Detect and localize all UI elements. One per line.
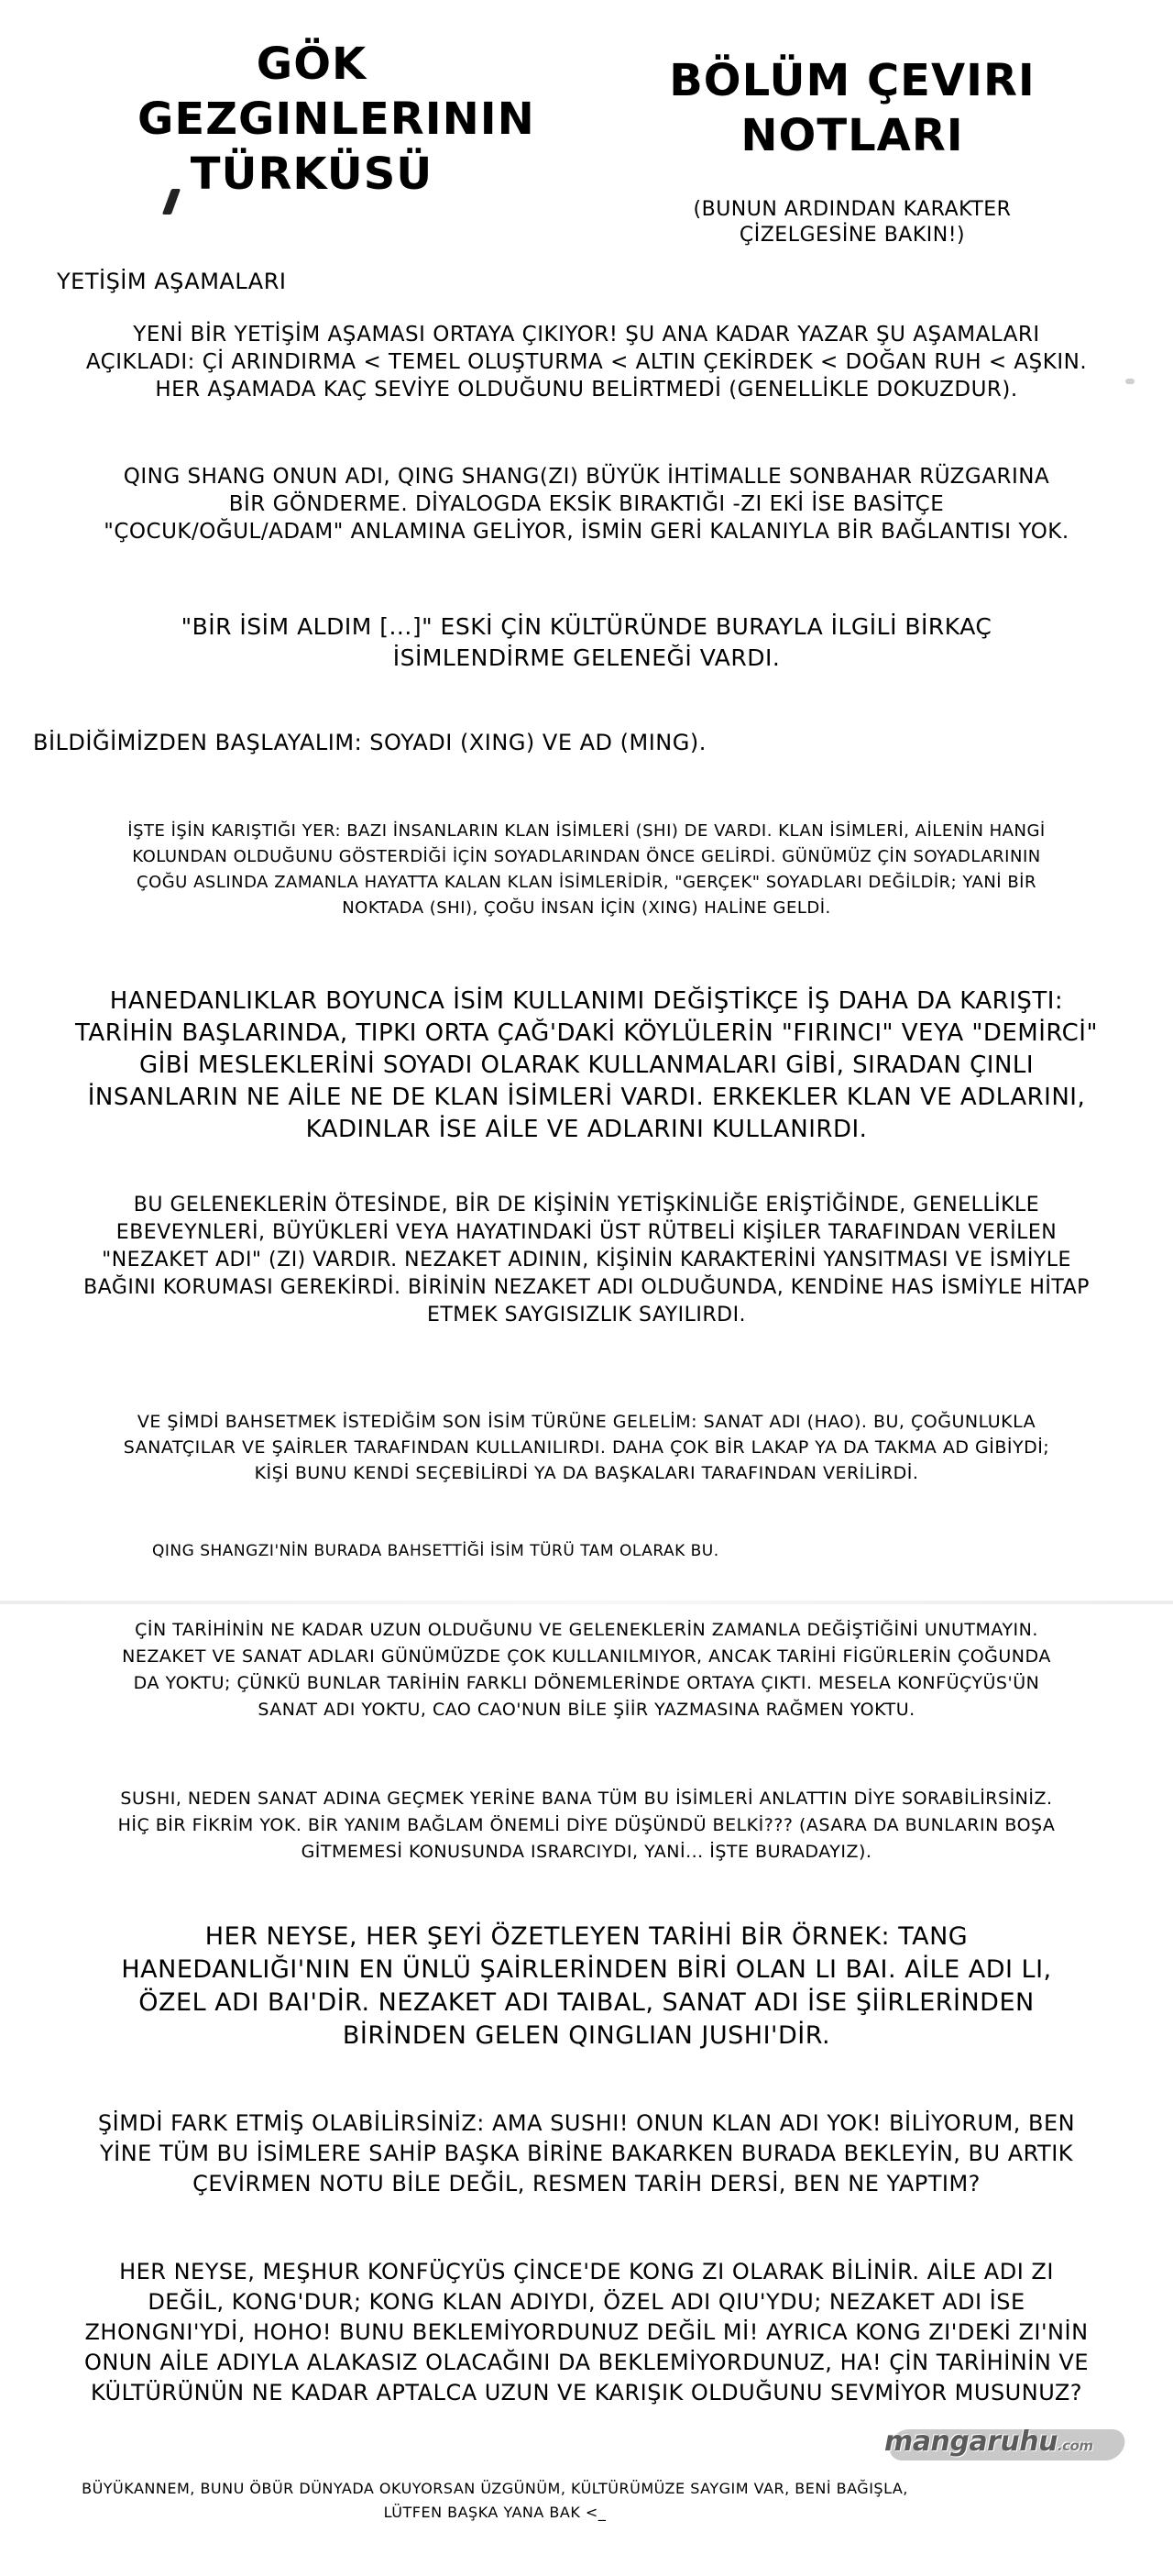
note-line: GİBİ MESLEKLERİNİ SOYADI OLARAK KULLANMALARI GİBİ, SIRADAN ÇINLI: [138, 1051, 1035, 1079]
note-line: DA YOKTU; ÇÜNKÜ BUNLAR TARİHİN FARKLI DÖNEMLERİNDE ORTAYA ÇIKTI. MESELA KONFÜÇYÜS'ÜN: [133, 1673, 1040, 1693]
note-line: ÖZEL ADI BAI'DİR. NEZAKET ADI TAIBAL, SANAT ADI İSE ŞİİRLERİNDEN: [138, 1988, 1035, 2017]
note-line: GİTMEMESİ KONUSUNDA ISRARCIYDI, YANİ... İŞTE BURADAYIZ).: [301, 1842, 872, 1862]
series-title-line: GEZGINLERININ: [137, 94, 535, 145]
section-heading: YETİŞİM AŞAMALARI: [57, 269, 287, 294]
note-line: BİLDİĞİMİZDEN BAŞLAYALIM: SOYADI (XING) VE AD (MING).: [33, 730, 707, 755]
note-line: İNSANLARIN NE AİLE NE DE KLAN İSİMLERİ VARDI. ERKEKLER KLAN VE ADLARINI,: [87, 1084, 1086, 1111]
note-line: SANAT ADI YOKTU, CAO CAO'NUN BİLE ŞİİR YAZMASINA RAĞMEN YOKTU.: [258, 1700, 915, 1720]
note-paragraph-clan: [18, 819, 1155, 921]
section-divider: [0, 1601, 1173, 1604]
note-line: ÇEVİRMEN NOTU BİLE DEĞİL, RESMEN TARİH DERSİ, BEN NE YAPTIM?: [192, 2171, 981, 2196]
note-line: AÇIKLADI: Çİ ARINDIRMA < TEMEL OLUŞTURMA < ALTIN ÇEKİRDEK < DOĞAN RUH < AŞKIN.: [85, 350, 1088, 374]
note-line: KÜLTÜRÜNÜN NE KADAR APTALCA UZUN VE KARIŞIK OLDUĞUNU SEVMİYOR MUSUNUZ?: [90, 2380, 1083, 2405]
note-paragraph-art-name: [27, 1409, 1146, 1486]
note-line: İSİMLENDİRME GELENEĞİ VARDI.: [392, 644, 781, 671]
note-line: QING SHANGZI'NİN BURADA BAHSETTİĞİ İSİM TÜRÜ TAM OLARAK BU.: [152, 1542, 719, 1560]
see-chart-note: [678, 197, 1026, 248]
note-line: NEZAKET VE SANAT ADLARI GÜNÜMÜZDE ÇOK KULLANILMIYOR, ANCAK TARİHİ FİGÜRLERİN ÇOĞUNDA: [122, 1646, 1051, 1667]
note-line: HER NEYSE, HER ŞEYİ ÖZETLEYEN TARİHİ BİR ÖRNEK: TANG: [204, 1922, 969, 1951]
watermark-text: [884, 2426, 1092, 2462]
watermark-brand: mangaruhu: [884, 2426, 1058, 2458]
note-line: BAĞINI KORUMASI GEREKİRDİ. BİRİNİN NEZAKET ADI OLDUĞUNDA, KENDİNE HAS İSMİYLE HİTAP: [83, 1276, 1090, 1299]
note-line: YENİ BİR YETİŞİM AŞAMASI ORTAYA ÇIKIYOR! ŞU ANA KADAR YAZAR ŞU AŞAMALARI: [133, 323, 1040, 347]
note-line: "BİR İSİM ALDIM [...]" ESKİ ÇİN KÜLTÜRÜNDE BURAYLA İLGİLİ BİRKAÇ: [181, 613, 992, 640]
note-paragraph-clan-name: [27, 2108, 1146, 2199]
note-line: KOLUNDAN OLDUĞUNU GÖSTERDİĞİ İÇİN SOYADLARINDAN ÖNCE GELİRDİ. GÜNÜMÜZ ÇİN SOYADLARININ: [132, 847, 1041, 866]
note-line: TARİHİN BAŞLARINDA, TIPKI ORTA ÇAĞ'DAKİ KÖYLÜLERİN "FIRINCI" VEYA "DEMİRCİ": [75, 1019, 1098, 1047]
watermark-tld: .com: [1057, 2438, 1093, 2454]
note-paragraph-courtesy-name: [37, 1192, 1136, 1329]
note-paragraph-stages: [55, 321, 1118, 403]
note-line: YİNE TÜM BU İSİMLERE SAHİP BAŞKA BİRİNE BAKARKEN BURADA BEKLEYİN, BU ARTIK: [99, 2141, 1074, 2166]
note-line: ETMEK SAYGISIZLIK SAYILIRDI.: [426, 1304, 747, 1327]
note-paragraph-qing-shangzi: [152, 1540, 1069, 1562]
note-line: HİÇ BİR FİKRİM YOK. BİR YANIM BAĞLAM ÖNEMLİ DİYE DÜŞÜNDÜ BELKİ??? (ASARA DA BUNLARIN BOŞA: [117, 1815, 1056, 1835]
note-line: "NEZAKET ADI" (ZI) VARDIR. NEZAKET ADININ, KİŞİNİN KARAKTERİNİ YANSITMASI VE İSMİYLE: [102, 1249, 1071, 1271]
note-line: BÜYÜKANNEM, BUNU ÖBÜR DÜNYADA OKUYORSAN ÜZGÜNÜM, KÜLTÜRÜMÜZE SAYGIM VAR, BENİ BAĞIŞLA,: [82, 2480, 908, 2497]
note-line: HER NEYSE, MEŞHUR KONFÜÇYÜS ÇİNCE'DE KONG ZI OLARAK BİLİNİR. AİLE ADI ZI: [119, 2259, 1054, 2284]
see-chart-line: ÇİZELGESİNE BAKIN!): [739, 224, 966, 247]
note-line: BU GELENEKLERİN ÖTESİNDE, BİR DE KİŞİNİN YETİŞKİNLİĞE ERİŞTİĞİNDE, GENELLİKLE: [133, 1194, 1040, 1216]
notes-title-line: BÖLÜM ÇEVIRI: [669, 55, 1036, 106]
note-line: "ÇOCUK/OĞUL/ADAM" ANLAMINA GELİYOR, İSMİN GERİ KALANIYLA BİR BAĞLANTISI YOK.: [104, 520, 1069, 544]
note-line: ONUN AİLE ADIYLA ALAKASIZ OLACAĞINI DA BEKLEMİYORDUNUZ, HA! ÇİN TARİHİNİN VE: [83, 2350, 1089, 2375]
stray-mark: [1125, 379, 1135, 384]
notes-title: [632, 53, 1072, 163]
note-line: SANATÇILAR VE ŞAİRLER TARAFINDAN KULLANILIRDI. DAHA ÇOK BİR LAKAP YA DA TAKMA AD GİBİYDİ;: [123, 1437, 1050, 1458]
note-line: EBEVEYNLERİ, BÜYÜKLERİ VEYA HAYATINDAKİ ÜST RÜTBELİ KİŞİLER TARAFINDAN VERİLEN: [115, 1221, 1058, 1244]
note-line: DEĞİL, KONG'DUR; KONG KLAN ADIYDI, ÖZEL ADI QIU'YDU; NEZAKET ADI İSE: [148, 2289, 1025, 2315]
note-paragraph-naming: [73, 611, 1100, 674]
note-paragraph-qing-shang: [37, 463, 1136, 545]
note-paragraph-li-bai: [73, 1921, 1100, 2053]
note-line: HANEDANLIKLAR BOYUNCA İSİM KULLANIMI DEĞİŞTİKÇE İŞ DAHA DA KARIŞTI:: [109, 987, 1064, 1015]
note-paragraph-grandma: [37, 2477, 953, 2525]
see-chart-line: (BUNUN ARDINDAN KARAKTER: [693, 198, 1012, 221]
note-line: VE ŞİMDİ BAHSETMEK İSTEDİĞİM SON İSİM TÜRÜNE GELELİM: SANAT ADI (HAO). BU, ÇOĞUNLUKLA: [137, 1412, 1036, 1432]
site-watermark-logo: [884, 2424, 1130, 2464]
note-line: NOKTADA (SHI), ÇOĞU İNSAN İÇİN (XING) HALİNE GELDİ.: [342, 898, 831, 918]
note-line: BİRİNDEN GELEN QINGLIAN JUSHI'DİR.: [342, 2021, 831, 2050]
note-line: ÇOĞU ASLINDA ZAMANLA HAYATTA KALAN KLAN İSİMLERİDİR, "GERÇEK" SOYADLARI DEĞİLDİR; YANİ BİR: [137, 873, 1036, 892]
note-line: HER AŞAMADA KAÇ SEVİYE OLDUĞUNU BELİRTMEDİ (GENELLİKLE DOKUZDUR).: [155, 378, 1018, 402]
series-title-line: GÖK: [256, 39, 367, 90]
note-paragraph-history: [27, 1617, 1146, 1723]
note-paragraph-confucius: [18, 2257, 1155, 2408]
note-line: ÇİN TARİHİNİN NE KADAR UZUN OLDUĞUNU VE GELENEKLERİN ZAMANLA DEĞİŞTİĞİNİ UNUTMAYIN.: [135, 1620, 1038, 1640]
note-line: SUSHI, NEDEN SANAT ADINA GEÇMEK YERİNE BANA TÜM BU İSİMLERİ ANLATTIN DİYE SORABİLİRSİNİZ.: [120, 1789, 1053, 1809]
note-paragraph-dynasties: [27, 985, 1146, 1146]
series-title-line: TÜRKÜSÜ: [190, 149, 433, 200]
note-line: BİR GÖNDERME. DİYALOGDA EKSİK BIRAKTIĞI -ZI EKİ İSE BASİTÇE: [228, 492, 945, 516]
note-line: ŞİMDİ FARK ETMİŞ OLABİLİRSİNİZ: AMA SUSHI! ONUN KLAN ADI YOK! BİLİYORUM, BEN: [97, 2110, 1076, 2136]
note-line: KADINLAR İSE AİLE VE ADLARINI KULLANIRDI.: [305, 1116, 868, 1143]
note-line: KİŞİ BUNU KENDİ SEÇEBİLİRDİ YA DA BAŞKALARI TARAFINDAN VERİLİRDİ.: [254, 1463, 919, 1483]
note-paragraph-sushi: [27, 1786, 1146, 1866]
note-line: ZHONGNI'YDİ, HOHO! BUNU BEKLEMİYORDUNUZ DEĞİL Mİ! AYRICA KONG ZI'DEKİ ZI'NİN: [84, 2319, 1089, 2345]
note-line: QING SHANG ONUN ADI, QING SHANG(ZI) BÜYÜK İHTİMALLE SONBAHAR RÜZGARINA: [123, 465, 1050, 489]
note-line: HANEDANLIĞI'NIN EN ÜNLÜ ŞAİRLERİNDEN BİRİ OLAN LI BAI. AİLE ADI LI,: [121, 1955, 1052, 1984]
note-line: İŞTE İŞİN KARIŞTIĞI YER: BAZI İNSANLARIN KLAN İSİMLERİ (SHI) DE VARDI. KLAN İSİMLERİ, AİLENİN HANGİ: [127, 821, 1046, 841]
series-title: [137, 37, 535, 202]
notes-title-line: NOTLARI: [740, 110, 964, 161]
note-line: LÜTFEN BAŞKA YANA BAK <_: [383, 2504, 607, 2521]
note-paragraph-surname: [33, 728, 1133, 757]
